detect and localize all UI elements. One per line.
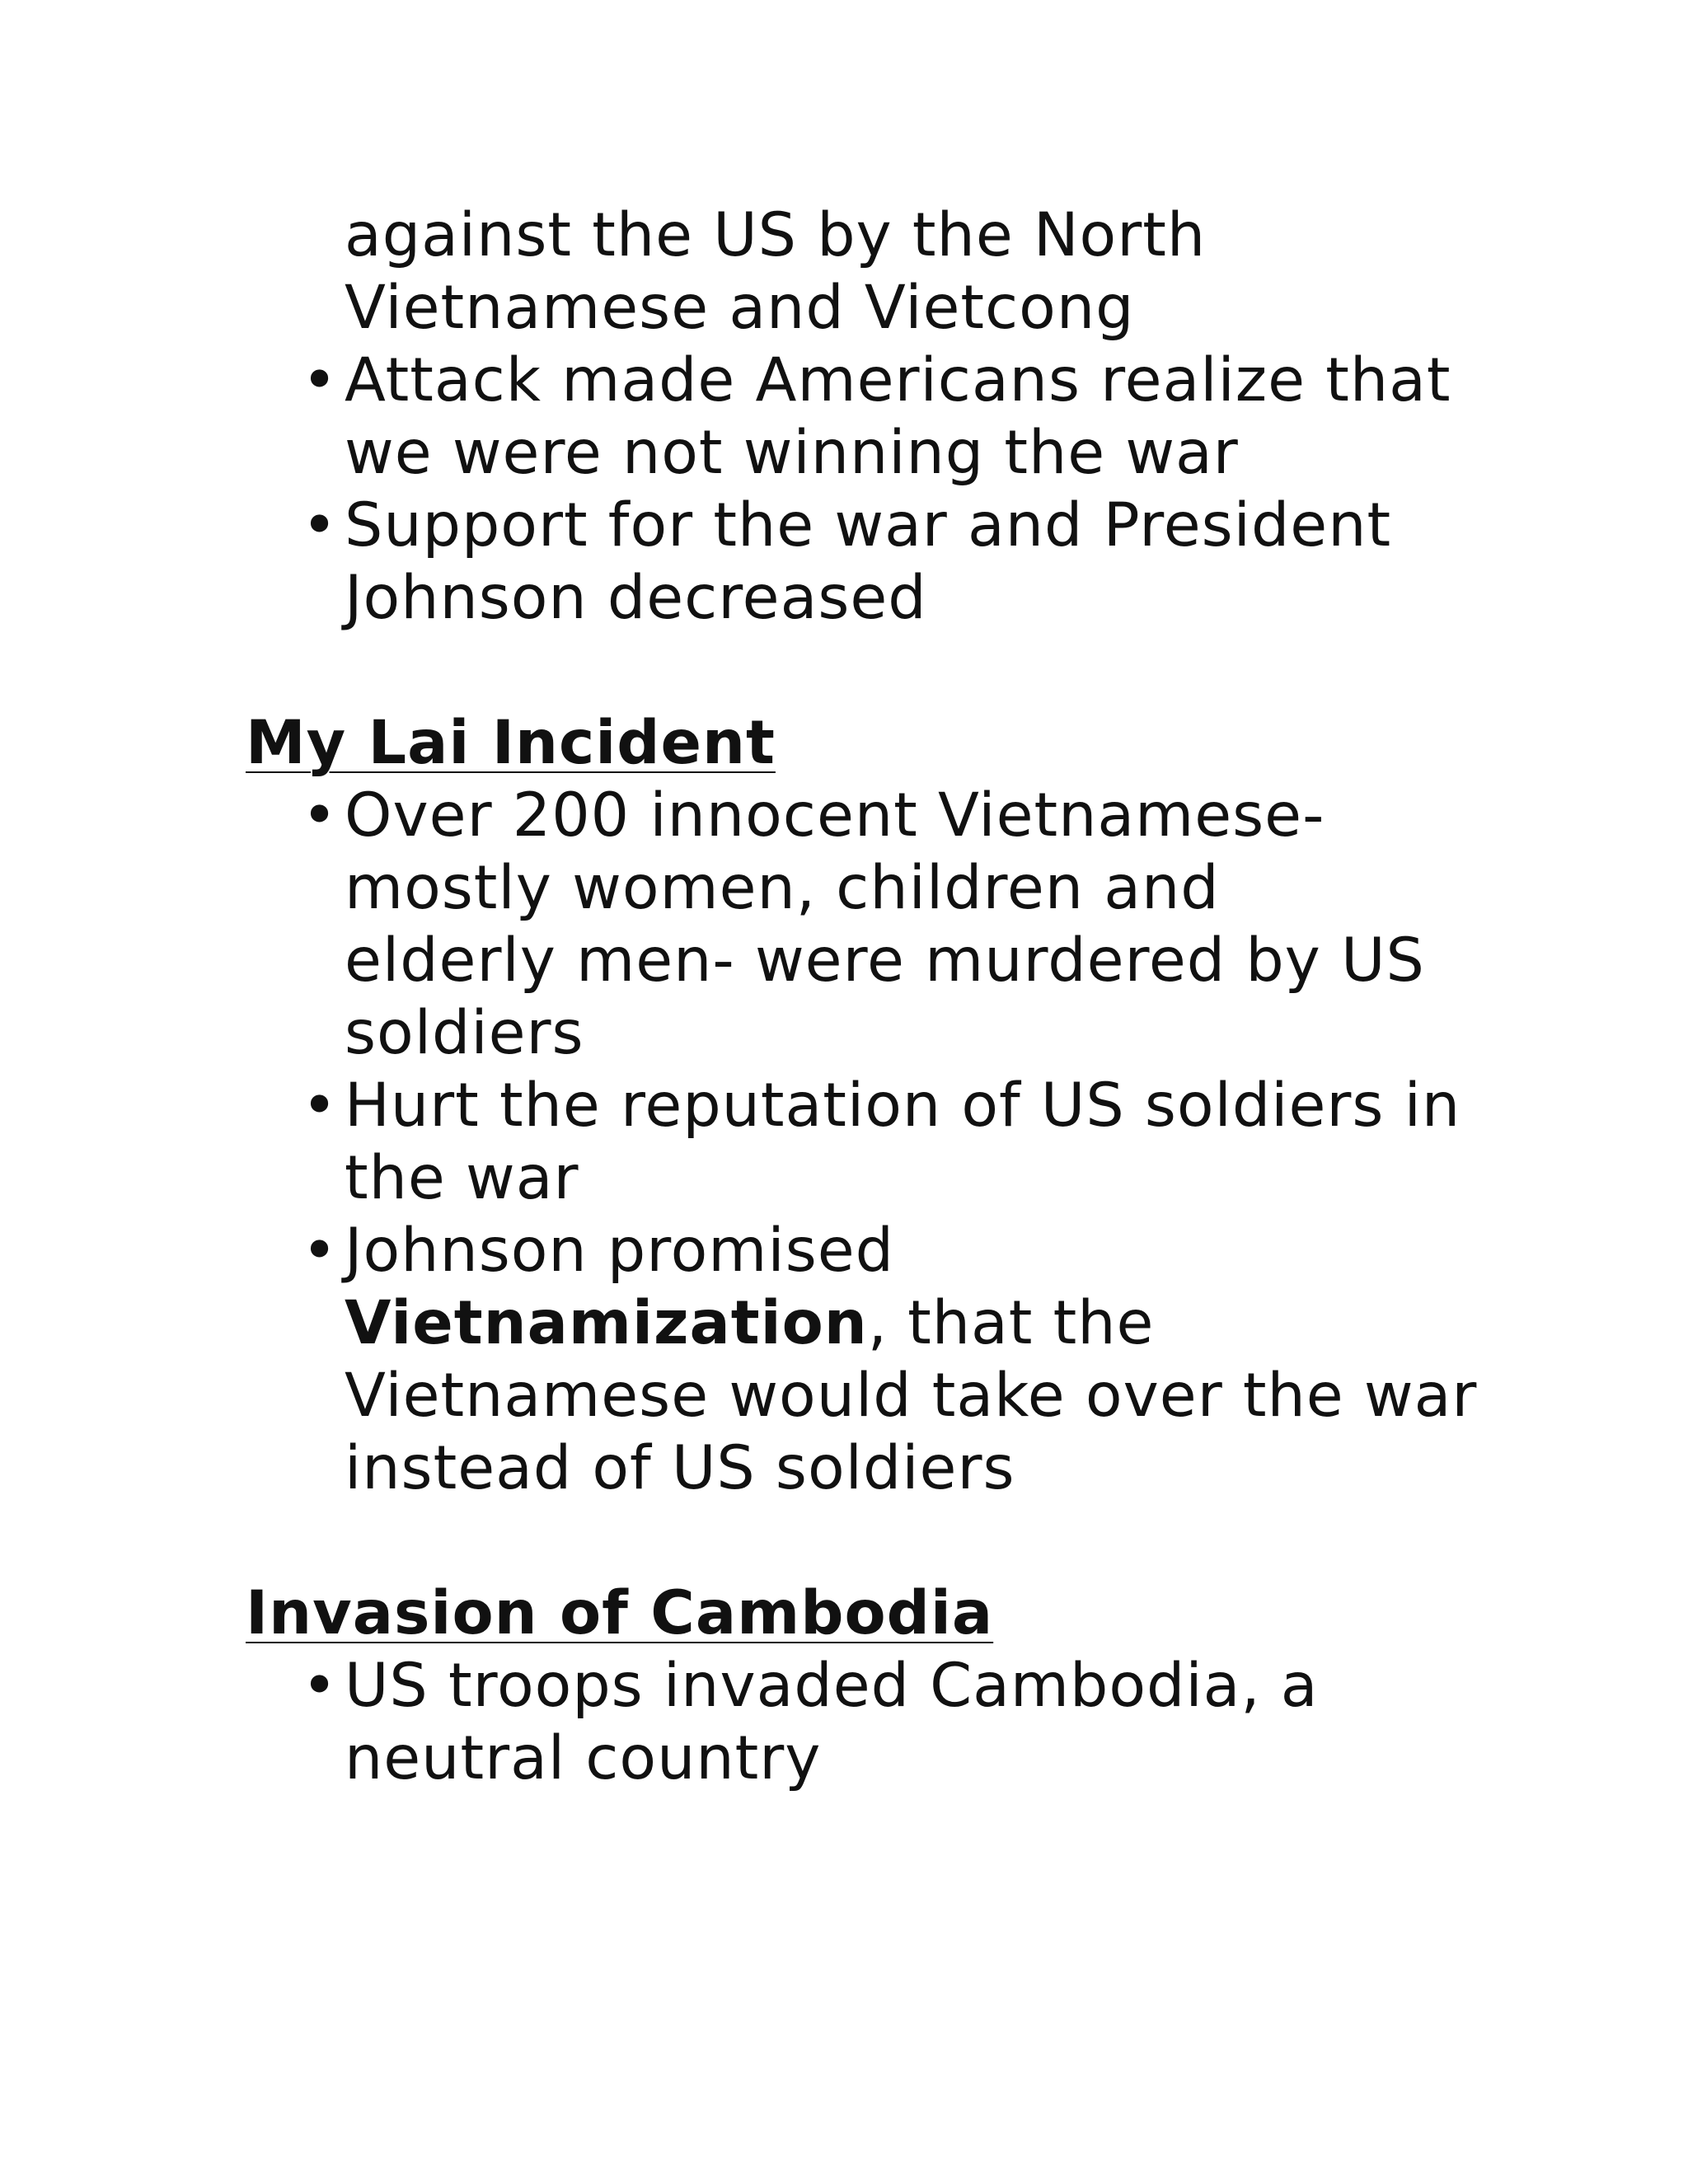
bullet-icon: • (302, 1216, 339, 1286)
list-item (246, 344, 1482, 490)
bullet-text: Over 200 innocent Vietnamese- mostly women, children and elderly men- were murdered by US soldiers (345, 780, 1425, 1068)
bullet-icon: • (302, 345, 339, 415)
cambodia-bullet-list (246, 1650, 1482, 1795)
bullet-icon: • (302, 1651, 339, 1721)
bullet-text: US troops invaded Cambodia, a neutral country (345, 1651, 1319, 1793)
bullet-icon: • (302, 780, 339, 851)
list-item (246, 780, 1482, 1070)
list-item (246, 490, 1482, 635)
my-lai-bullet-list (246, 780, 1482, 1505)
section-heading-cambodia: Invasion of Cambodia (246, 1578, 994, 1648)
bullet-text: Hurt the reputation of US soldiers in the war (345, 1071, 1461, 1213)
list-item (246, 1070, 1482, 1215)
bullet-icon: • (302, 490, 339, 560)
bullet-text: Johnson promised (345, 1216, 894, 1286)
bullet-icon: • (302, 1071, 339, 1141)
bullet-text: Support for the war and President Johnson decreased (345, 490, 1392, 633)
list-item (246, 1215, 1482, 1505)
intro-bullet-list (246, 344, 1482, 635)
bullet-text: , that the Vietnamese would take over the war instead of US soldiers (345, 1288, 1478, 1503)
continuation-text: against the US by the North Vietnamese and Vietcong (345, 200, 1207, 343)
list-item (246, 1650, 1482, 1795)
keyword-vietnamization: Vietnamization (345, 1288, 868, 1358)
section-heading-my-lai: My Lai Incident (246, 708, 776, 778)
bullet-text: Attack made Americans realize that we were not winning the war (345, 345, 1451, 488)
